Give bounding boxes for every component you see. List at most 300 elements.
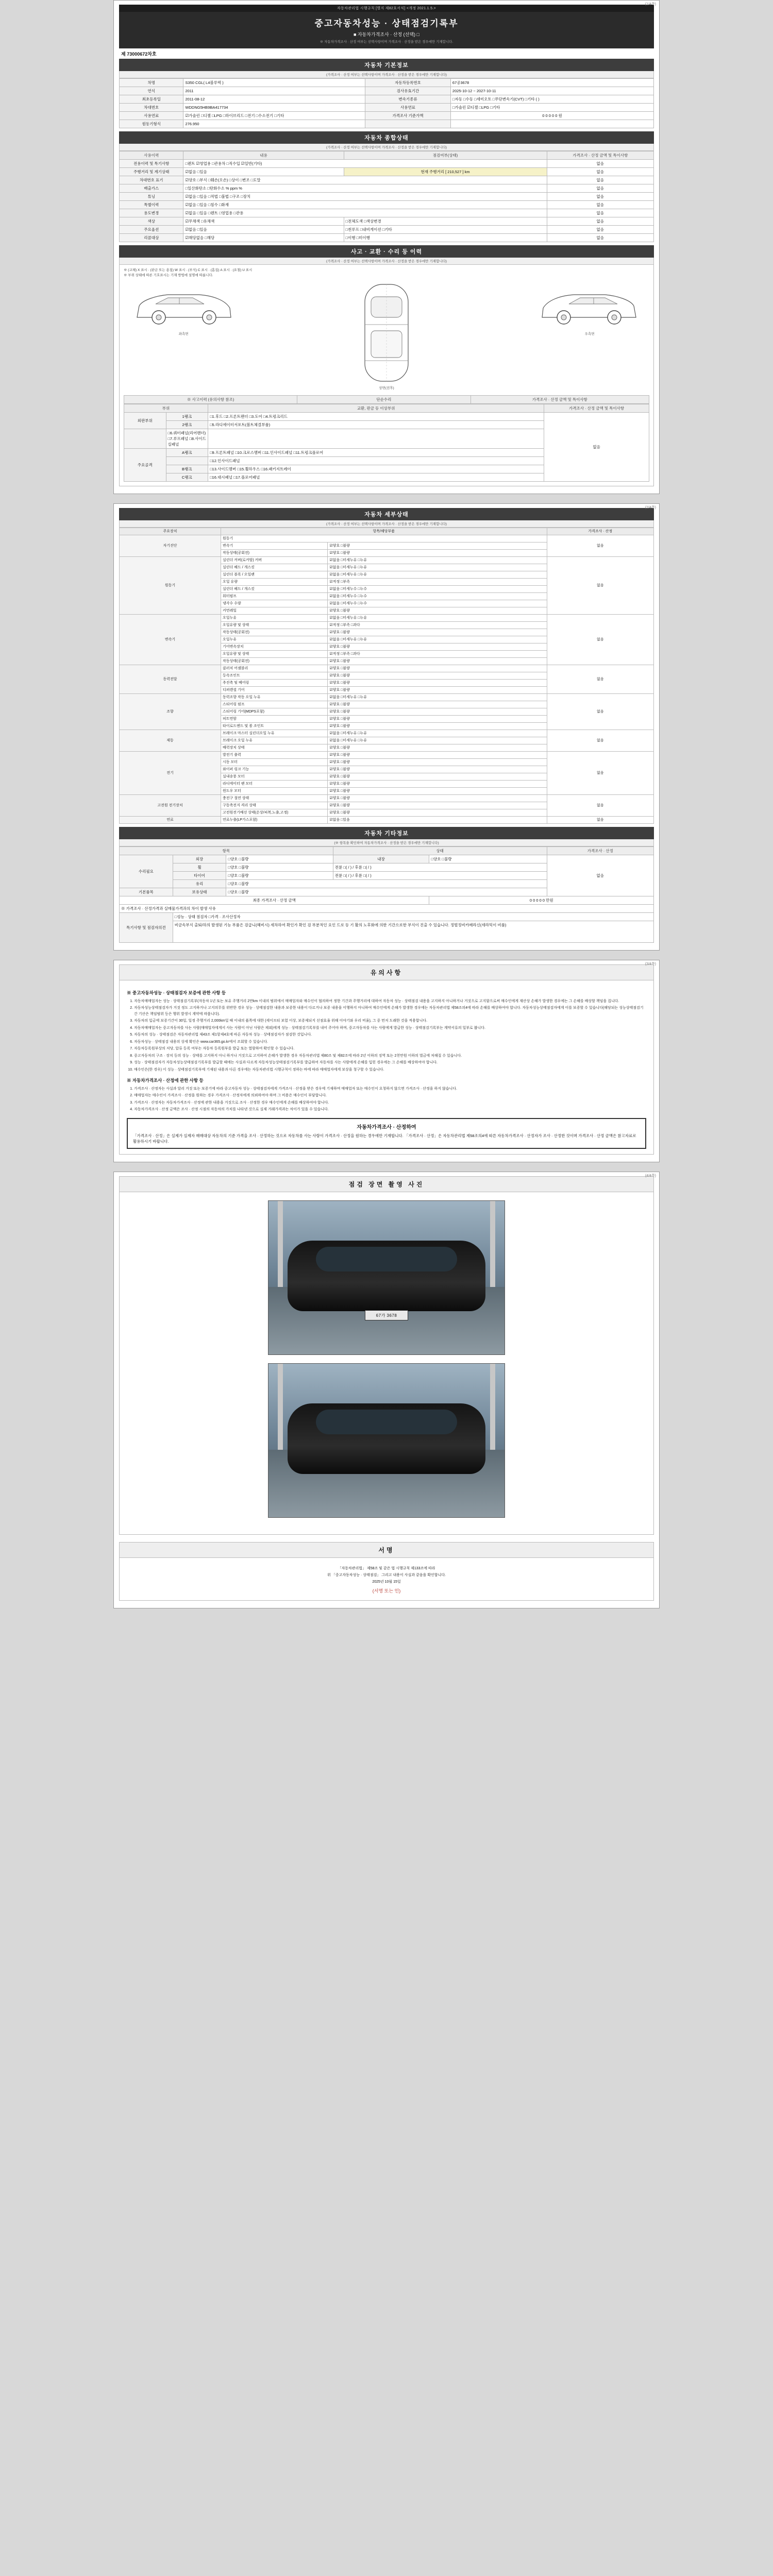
table-row <box>120 120 654 128</box>
table-row <box>120 904 654 912</box>
table-row <box>120 535 654 542</box>
guide-item: 1. 가격조사 · 산정자는 사실과 달리 거짓 또는 보증기에 따라 중고자동차 성능 · 상태점검자에게 가격조사 · 산정을 받은 경우에 기재하며 매매업자 또는 매수인이 요청하지 않으면 가격조사 · 산정을 하지 않습니다. <box>134 1086 646 1092</box>
inspection-photo-front <box>268 1200 505 1355</box>
document-number: 제 73000672차호 <box>121 52 157 57</box>
col-accident-price: 가격조사 · 산정 금액 및 특이사항 <box>470 395 649 403</box>
item-trans-4: 기어변속장치 <box>221 643 328 650</box>
item-brake-2: 배력장치 상태 <box>221 744 328 751</box>
item-steer-2: 스티어링 기어(MDPS포함) <box>221 708 328 715</box>
item-power-0: 클러치 어셈블리 <box>221 665 328 672</box>
state-engine-7: ☑양호 □불량 <box>328 607 547 614</box>
detail-status-table <box>119 528 654 824</box>
item-wheel: 휠 <box>173 863 226 871</box>
state-glass: □양호 □불량 <box>226 879 547 888</box>
state-trans-3: ☑없음 □미세누유 □누유 <box>328 636 547 643</box>
row-price-recall: 없음 <box>547 234 653 242</box>
row-label-usechange: 용도변경 <box>120 209 183 217</box>
signature-date: 2025년 10월 15일 <box>372 1580 401 1584</box>
value-reg-number: 67공3678 <box>450 79 653 87</box>
section-others-sub: (※ 항목을 확인하여 자동차가격조사 · 산정을 받은 경우에만 기재합니다) <box>119 839 654 846</box>
price-steering: 없음 <box>547 693 653 730</box>
state-trans-6: ☑양호 □불량 <box>328 657 547 665</box>
state-elec-1: ☑양호 □불량 <box>328 758 547 766</box>
group-powertrain: 동력전달 <box>120 665 221 693</box>
overall-status-table <box>119 151 654 242</box>
item-interior: 내장 <box>333 855 429 863</box>
item-trans-2: 작동상태(공회전) <box>221 629 328 636</box>
section-accident-title: 사고 · 교환 · 수리 등 이력 <box>119 245 654 258</box>
item-trans-3: 오일누유 <box>221 636 328 643</box>
value-year: 2011 <box>183 87 365 95</box>
other-info-table <box>119 846 654 943</box>
row-price-options: 없음 <box>547 226 653 234</box>
item-trans-1: 오일유량 및 상태 <box>221 621 328 629</box>
row-label-vin-mark: 차대번호 표기 <box>120 176 183 184</box>
signature-stamp: (서명 또는 인) <box>372 1588 401 1594</box>
label-base-price: 가격조사 기준가액 <box>365 112 451 120</box>
state-trans-0: ☑없음 □미세누유 □누유 <box>328 614 547 621</box>
page-number-3: (3/4쪽) <box>645 962 656 966</box>
table-row <box>120 665 654 672</box>
price-powertrain: 없음 <box>547 665 653 693</box>
part-items-3: □6.쿼터패널(리어팬더) □7.루프패널 □8.사이드실패널 <box>166 429 208 448</box>
price-fuel: 없음 <box>547 816 653 823</box>
state-trans-4: ☑양호 □불량 <box>328 643 547 650</box>
item-engine-0: 실린더 커버(로커암) 커버 <box>221 556 328 564</box>
part-group-exterior: 외판부위 <box>124 412 166 429</box>
col-check: 점검여부(상태) <box>344 151 547 160</box>
guide-head-1: ※ 중고자동차성능 · 상태점검자 보증에 관한 사항 등 <box>127 990 226 995</box>
state-power-2: ☑양호 □불량 <box>328 679 547 686</box>
inspection-photo-rear <box>268 1363 505 1518</box>
table-row <box>120 921 654 942</box>
value-engine-type: 276.950 <box>183 120 365 128</box>
group-basic-items: 기본품목 <box>120 888 173 896</box>
state-steer-3: ☑양호 □불량 <box>328 715 547 722</box>
signature-line-2: 위 「중고자동차성능 · 상태점검」 그리고 내용이 사실과 같음을 확인합니다. <box>327 1573 446 1577</box>
car-windshield <box>316 1247 458 1272</box>
guide-head-2: ※ 자동차가격조사 · 산정에 관한 사항 등 <box>127 1077 204 1083</box>
state-steer-4: ☑양호 □불량 <box>328 722 547 730</box>
row-value-color2: □전체도색 □색상변경 <box>344 217 547 226</box>
row-value-usechange: ☑없음 □있음 □렌트 □영업용 □관용 <box>183 209 547 217</box>
page-number-2: (2/4쪽) <box>645 505 656 510</box>
value-vin: WDDNG5HB9BA417734 <box>183 104 365 112</box>
col-simple-repair: 단순수리 <box>297 395 470 403</box>
part-items-4: □9.프론트패널 □10.크로스멤버 □11.인사이드패널 □11.트렁크플로어 <box>208 448 544 456</box>
guide-item: 2. 매매업자는 매수인이 가격조사 · 산정을 원하는 경우 가격조사 · 산정자에게 의뢰하여야 하며 그 비용은 매수인이 부담합니다. <box>134 1093 646 1099</box>
part-items-6: □13.사이드멤버 □15.휠하우스 □16.패키지트레이 <box>208 465 544 473</box>
table-header-row <box>120 846 654 855</box>
row-label-color: 색상 <box>120 217 183 226</box>
col-content: 내용 <box>183 151 344 160</box>
row-value-vin-mark: ☑양호 □부식 □훼손(오손) □상이 □변조 □도말 <box>183 176 547 184</box>
col-part-items: 교환, 판금 등 이상부위 <box>208 404 544 412</box>
guide-item: 4. 자동차가격조사 · 산정 금액은 조사 · 산정 시점의 자동차의 가치를 나타낸 것으로 실제 거래가격과는 차이가 있을 수 있습니다. <box>134 1107 646 1113</box>
detail-rows <box>120 535 654 823</box>
table-row <box>120 112 654 120</box>
guide-item: 7. 자동차등록원부상의 저당, 압류 등록 여부는 자동차 등록원부를 발급 또는 열람하여 확인할 수 있습니다. <box>134 1046 646 1052</box>
car-right-side-icon <box>538 281 641 330</box>
row-value-recall2: □이행 □미이행 <box>344 234 547 242</box>
part-rank-a: A랭크 <box>166 448 208 456</box>
item-power-3: 디퍼렌셜 기어 <box>221 686 328 693</box>
table-header-row <box>124 395 649 403</box>
state-steer-1: ☑양호 □불량 <box>328 701 547 708</box>
final-price-value: 0 0 0 0 0 만원 <box>429 896 654 904</box>
item-trans-diag: 변속기 <box>221 542 328 549</box>
item-trans-0: 오일누유 <box>221 614 328 621</box>
guide-list-1 <box>127 998 646 1073</box>
guide-item: 4. 자동차매매업자는 중고자동차를 사는 사람(매매업자에게서 사는 사람이 아닌 사람은 제외)에게 성능 · 상태점검기록부를 내어 주어야 하며, 중고자동차를 사는 사람에게 발급한 성능 · 상태점검기록부는 계약서류의 일부로 봅니다. <box>134 1025 646 1031</box>
col-other-item: 항목 <box>120 846 333 855</box>
state-idle-diag: ☑양호 □불량 <box>328 549 547 556</box>
value-blank-1 <box>450 120 653 128</box>
row-value-mileage: ☑없음 □있음 <box>183 168 344 176</box>
price-transmission: 없음 <box>547 614 653 665</box>
table-row <box>120 87 654 95</box>
part-items-5: □12.인사이드패널 <box>208 456 544 465</box>
table-row <box>120 201 654 209</box>
page-3 <box>113 960 660 1162</box>
state-elec-2: ☑양호 □불량 <box>328 766 547 773</box>
part-rank-1: 1랭크 <box>166 412 208 420</box>
section-others-title: 자동차 기타정보 <box>119 827 654 839</box>
group-repair-needed: 수리필요 <box>120 855 173 888</box>
state-trans-diag: ☑양호 □불량 <box>328 542 547 549</box>
item-glass: 유리 <box>173 879 226 888</box>
price-others: 없음 <box>547 855 653 896</box>
item-steer-4: 타이로드엔드 및 볼 조인트 <box>221 722 328 730</box>
row-value-usage: □렌트 ☑영업용 □관용차 □직수입 ☑일반(기타) <box>183 160 547 168</box>
table-row <box>120 794 654 802</box>
guide-item: 10. 매수인은(한 경우) 이 성능 · 상태점검기록부에 기재된 내용과 다른 경우에는 자동차관리법 시행규칙이 정하는 바에 따라 매매업자에게 보상을 청구할 수 있습니다. <box>134 1067 646 1073</box>
photo-gallery <box>119 1192 654 1535</box>
item-engine-6: 냉각수 수량 <box>221 600 328 607</box>
row-mileage-value: 현재 주행거리 [ 210,527 ] km <box>344 168 547 176</box>
guide-item: 2. 자동차성능상태점검자가 거짓 정도 고지하거나 고지의무를 위반한 경우 성능 · 상태점검한 내용과 보증한 내용이 다르거나 보증 내용을 이행하지 아니하여 매수인에게 손해가 발생한 경우에는 자동차관리법 제58조의4에 따라 손해를 배상하여야 합니다. 자동차성능상태점검자에게 이를 보증할 수 있습니다(해당되는 성능상태점검기간 기산은 책임범위 등은 행위 발생시 계약에 따릅니다). <box>134 1005 646 1017</box>
table-row <box>120 184 654 193</box>
state-engine-2: ☑없음 □미세누유 □누유 <box>328 571 547 578</box>
car-right-caption: 우측면 <box>584 332 595 336</box>
photo-section-title: 점검 장면 촬영 사진 <box>119 1176 654 1192</box>
signature-body <box>119 1558 654 1601</box>
label-car-name: 차명 <box>120 79 183 87</box>
table-row <box>120 217 654 226</box>
row-value-recall: ☑해당없음 □해당 <box>183 234 344 242</box>
label-fuel-top: 사용연료 <box>120 112 183 120</box>
label-inspection-valid: 검사유효기간 <box>365 87 451 95</box>
group-engine: 원동기 <box>120 556 221 614</box>
state-power-0: ☑양호 □불량 <box>328 665 547 672</box>
group-brake: 제동 <box>120 730 221 751</box>
col-item-part: 항목/해당부품 <box>221 528 547 535</box>
remark-options: □성능 · 상태 점검자 □가격 · 조사산정자 <box>173 912 653 921</box>
car-diagram-right <box>538 281 641 336</box>
label-transmission: 변속기종류 <box>365 95 451 104</box>
guide-item: 6. 자동차성능 · 상태점검 내용의 상세 확인은 www.car365.go.kr에서 조회할 수 있습니다. <box>134 1039 646 1045</box>
page-1 <box>113 0 660 494</box>
price-brake: 없음 <box>547 730 653 751</box>
table-row <box>120 693 654 701</box>
item-steer-3: 피트먼암 <box>221 715 328 722</box>
row-price-tuning: 없음 <box>547 193 653 201</box>
item-trans-5: 오일유량 및 상태 <box>221 650 328 657</box>
guide-title: 유의사항 <box>119 964 654 980</box>
group-transmission: 변속기 <box>120 614 221 665</box>
item-hv-1: 구동축전지 격리 상태 <box>221 802 328 809</box>
row-label-emission: 배출가스 <box>120 184 183 193</box>
page-title: 중고자동차성능 · 상태점검기록부 <box>314 19 459 28</box>
section-basic-info-sub: (가격조사 · 산정 여부는 선택사항이며 가격조사 · 산정을 받은 경우에만 기재합니다) <box>119 71 654 78</box>
part-rank-a2 <box>166 456 208 465</box>
col-detail-price: 가격조사 · 산정 <box>547 528 653 535</box>
state-trans-1: ☑적정 □부족 □과다 <box>328 621 547 629</box>
guide-item: 8. 중고자동차의 구조 · 장치 등의 성능 · 상태를 고지하지 아니 하거나 거짓으로 고지하여 손해가 발생한 경우 자동차관리법 제80조 및 제82조에 따라 2년 이하의 징역 또는 2천만원 이하의 벌금에 처해질 수 있습니다. <box>134 1053 646 1059</box>
item-elec-3: 실내송풍 모터 <box>221 773 328 780</box>
table-header-row <box>124 404 649 412</box>
label-blank-1 <box>365 120 451 128</box>
accident-summary-table <box>124 395 649 404</box>
table-row <box>120 556 654 564</box>
table-row <box>120 614 654 621</box>
state-wheel: □양호 □불량 <box>226 863 333 871</box>
car-diagrams <box>124 278 649 393</box>
item-elec-1: 시동 모터 <box>221 758 328 766</box>
guide-box-text: 「가격조사 · 산정」은 실제가 실제자 매매대상 자동차의 기준 가격을 조사 · 산정하는 것으로 자동차를 사는 사람이 가격조사 · 산정을 원하는 경우에만 기재합니다. 「가격조사 · 산정」은 자동차관리법 제58조의4에 따른 자동차가격조사 · 산정자가 조사 · 산정한 것이며 가격조사 · 산정 금액은 참고자료로 활용하시기 바랍니다. <box>133 1133 636 1144</box>
item-engine-5: 워터펌프 <box>221 592 328 600</box>
price-electric: 없음 <box>547 751 653 794</box>
item-steer-0: 동력조향 작동 오일 누유 <box>221 693 328 701</box>
guide-list-2 <box>127 1086 646 1113</box>
label-reg-number: 자동차등록번호 <box>365 79 451 87</box>
item-engine-4: 실린더 헤드 / 개스킷 <box>221 585 328 592</box>
part-items-2: □5.라디에이터서포트(볼트체결부품) <box>208 420 544 429</box>
group-fuel: 연료 <box>120 816 221 823</box>
group-steering: 조향 <box>120 693 221 730</box>
state-wheel-detail: 전륜 □( / ) / 후륜 □( / ) <box>333 863 547 871</box>
item-engine-2: 실린더 블록 / 오일팬 <box>221 571 328 578</box>
section-accident-sub: (가격조사 · 산정 여부는 선택사항이며 가격조사 · 산정을 받은 경우에만 기재합니다) <box>119 258 654 265</box>
state-trans-5: ☑적정 □부족 □과다 <box>328 650 547 657</box>
diagram-legend-2: ※ 부위 상태에 따른 기호표시는 기재 방법에 설명에 따릅니다. <box>124 273 213 277</box>
row-label-options: 주요옵션 <box>120 226 183 234</box>
part-rank-blank <box>124 429 166 448</box>
item-hv-2: 고전원전기배선 상태(손상/피복,노출,고정) <box>221 809 328 816</box>
table-row <box>120 176 654 184</box>
value-fuel-top: ☑가솔린 □디젤 □LPG □하이브리드 □전기 □수소전기 □기타 <box>183 112 365 120</box>
state-tire-detail: 전륜 □( / ) / 후륜 □( / ) <box>333 871 547 879</box>
price-engine: 없음 <box>547 556 653 614</box>
table-row <box>120 79 654 87</box>
col-other-price: 가격조사 · 산정 <box>547 846 653 855</box>
item-power-2: 추진축 및 베어링 <box>221 679 328 686</box>
table-row <box>120 193 654 201</box>
row-price-special: 없음 <box>547 201 653 209</box>
item-engine-1: 실린더 헤드 / 개스킷 <box>221 564 328 571</box>
damaged-parts-table <box>124 404 649 482</box>
remark-text: 비금속부식 출퇴/하의 발생된 기능 부품은 검급니(헤비시) 세차하여 확인가 확인 검 부분적인 요인 드로 등 기 활의 노후화에 의한 기간으로한 부식이 진출 수 있습니다. 정벌정비카메라신(세라믹이 비품) <box>173 921 653 942</box>
item-engine-3: 오일 유량 <box>221 578 328 585</box>
col-other-state: 상태 <box>333 846 547 855</box>
row-value-color: ☑무채색 □유채색 <box>183 217 344 226</box>
state-hv-2: ☑양호 □불량 <box>328 809 547 816</box>
page-number-4: (4/4쪽) <box>645 1174 656 1178</box>
row-value-tuning: ☑없음 □있음 □적법 □불법 □구조 □장치 <box>183 193 547 201</box>
document-title-block <box>119 12 654 48</box>
col-price: 가격조사 · 산정 금액 및 특이사항 <box>547 151 653 160</box>
state-engine-3: ☑적정 □부족 <box>328 578 547 585</box>
item-power-1: 등속조인트 <box>221 672 328 679</box>
form-legal-header: 자동차관리법 시행규칙 [별지 제82호서식] <개정 2021.1.5.> <box>119 5 654 12</box>
item-hv-0: 충전구 절연 상태 <box>221 794 328 802</box>
item-possession: 보유상태 <box>173 888 226 896</box>
row-price-vin-mark: 없음 <box>547 176 653 184</box>
state-elec-5: ☑양호 □불량 <box>328 787 547 794</box>
row-label-recall: 리콜대상 <box>120 234 183 242</box>
accident-diagram-panel <box>119 265 654 486</box>
item-engine-7: 커먼레일 <box>221 607 328 614</box>
item-exterior: 외장 <box>173 855 226 863</box>
row-price-usage: 없음 <box>547 160 653 168</box>
state-trans-2: ☑양호 □불량 <box>328 629 547 636</box>
price-high-voltage: 없음 <box>547 794 653 816</box>
part-rank-c: C랭크 <box>166 473 208 481</box>
row-label-usage: 전용이력 및 특기사항 <box>120 160 183 168</box>
state-brake-0: ☑없음 □미세누유 □누유 <box>328 730 547 737</box>
row-label-mileage: 주행거리 및 계기상태 <box>120 168 183 176</box>
state-elec-3: ☑양호 □불량 <box>328 773 547 780</box>
state-engine-4: ☑없음 □미세누수 □누수 <box>328 585 547 592</box>
guide-item: 3. 가격조사 · 산정자는 자동차가격조사 · 산정에 관한 내용을 거짓으로 조사 · 산정한 경우 매수인에게 손해를 배상하여야 합니다. <box>134 1100 646 1106</box>
state-exterior: □양호 □불량 <box>226 855 333 863</box>
table-row <box>120 912 654 921</box>
group-self-diagnosis: 자기진단 <box>120 535 221 556</box>
item-brake-1: 브레이크 오일 누유 <box>221 737 328 744</box>
item-trans-6: 작동상태(공회전) <box>221 657 328 665</box>
guide-item: 3. 자동차의 입금에 보증기간이 30일, 일정 주행거리 2,000km일 때 이내의 품목에 대한 (세이프티 보험 이상, 보증제되지 선점효율 위해 이야기와 우리 비율), 그 중 먼저 도래한 것을 적용합니다. <box>134 1018 646 1024</box>
state-tire: □양호 □불량 <box>226 871 333 879</box>
section-detail-title: 자동차 세부상태 <box>119 508 654 520</box>
page-title-note: ※ 자동차가격조사 · 산정 여부는 선택사항이며 가격조사 · 산정을 받은 경우에만 기재합니다. <box>320 40 453 44</box>
state-fuel-0: ☑없음 □있음 <box>328 816 547 823</box>
final-price-caption: 최종 가격조사 · 산정 금액 <box>120 896 429 904</box>
car-top-caption: 상면(전후) <box>379 386 394 390</box>
row-value-emission: □일산화탄소 □탄화수소 % ppm % <box>183 184 547 193</box>
section-overall-title: 자동차 종합상태 <box>119 131 654 144</box>
guide-box-note <box>127 1118 646 1149</box>
col-main-device: 주요장치 <box>120 528 221 535</box>
state-engine-6: ☑없음 □미세누수 □누수 <box>328 600 547 607</box>
table-row <box>124 412 649 420</box>
state-steer-2: ☑양호 □불량 <box>328 708 547 715</box>
state-engine-5: ☑없음 □미세누수 □누수 <box>328 592 547 600</box>
row-value-special: ☑없음 □있음 □침수 □화재 <box>183 201 547 209</box>
part-group-frame: 주요골격 <box>124 448 166 481</box>
row-value-options: ☑없음 □있음 <box>183 226 344 234</box>
col-part-area: 부위 <box>124 404 208 412</box>
table-row <box>120 209 654 217</box>
state-brake-1: ☑없음 □미세누유 □누유 <box>328 737 547 744</box>
part-price-value: 없음 <box>544 412 649 481</box>
table-row <box>120 95 654 104</box>
label-vin: 차대번호 <box>120 104 183 112</box>
remark-label: 특기사항 및 점검자의견 <box>120 912 173 942</box>
table-row <box>120 751 654 758</box>
table-row <box>120 104 654 112</box>
row-price-emission: 없음 <box>547 184 653 193</box>
state-hv-1: ☑양호 □불량 <box>328 802 547 809</box>
license-plate: 67가 3678 <box>365 1310 408 1320</box>
car-left-caption: 좌측면 <box>178 332 189 336</box>
state-elec-4: ☑양호 □불량 <box>328 780 547 787</box>
table-row <box>120 160 654 168</box>
row-value-options2: □썬루프 □내비게이션 □기타 <box>344 226 547 234</box>
part-rank-2: 2랭크 <box>166 420 208 429</box>
state-elec-0: ☑양호 □불량 <box>328 751 547 758</box>
page-number-1: (1/4쪽) <box>645 3 656 6</box>
col-part-price: 가격조사 · 산정 금액 및 특이사항 <box>544 404 649 412</box>
item-idle-diag: 작동상태(공회전) <box>221 549 328 556</box>
state-possession: □양호 □불량 <box>226 888 547 896</box>
signature-section-title: 서명 <box>119 1542 654 1558</box>
value-base-price: 0 0 0 0 0 원 <box>450 112 653 120</box>
part-items-7: □16.대시패널 □17.플로어패널 <box>208 473 544 481</box>
table-header-row <box>120 151 654 160</box>
label-first-registration: 최초등록일 <box>120 95 183 104</box>
row-price-usechange: 없음 <box>547 209 653 217</box>
part-rank-b: B랭크 <box>166 465 208 473</box>
guide-box-title: 자동차가격조사 · 산정하여 <box>357 1124 416 1130</box>
state-brake-2: ☑양호 □불량 <box>328 744 547 751</box>
item-tire: 타이어 <box>173 871 226 879</box>
guide-item: 5. 자동차의 성능 · 상태점검은 자동차관리법 제43조 제1항제4호에 따른 자동차 성능 · 상태점검자가 점검한 것입니다. <box>134 1032 646 1038</box>
table-row <box>120 730 654 737</box>
section-basic-info-title: 자동차 기본정보 <box>119 59 654 71</box>
table-row <box>120 816 654 823</box>
state-power-1: ☑양호 □불량 <box>328 672 547 679</box>
item-fuel-0: 연료누출(LP가스포함) <box>221 816 328 823</box>
table-row <box>120 896 654 904</box>
label-year: 연식 <box>120 87 183 95</box>
price-self-diagnosis: 없음 <box>547 535 653 556</box>
item-steer-1: 스티어링 펌프 <box>221 701 328 708</box>
item-elec-2: 와이퍼 링크 기능 <box>221 766 328 773</box>
table-row <box>120 226 654 234</box>
group-high-voltage: 고전원 전기장치 <box>120 794 221 816</box>
table-row <box>120 234 654 242</box>
label-engine-type: 원동기형식 <box>120 120 183 128</box>
state-steer-0: ☑없음 □미세누유 □누유 <box>328 693 547 701</box>
guide-item: 9. 성능 · 상태점검자가 자동차성능상태점검기록부를 발급할 때에는 사실과 다르게 자동차성능상태점검기록부를 발급하여 자동차를 사는 사람에게 손해를 입힌 경우에는 그 손해를 배상하여야 합니다. <box>134 1060 646 1066</box>
value-fuel: □가솔린 ☑디젤 □LPG □기타 <box>450 104 653 112</box>
value-transmission: □자동 □수동 □세미오토 □무단변속기(CVT) □기타 ( ) <box>450 95 653 104</box>
table-row <box>120 168 654 176</box>
car-diagram-top <box>356 281 417 390</box>
value-first-registration: 2011-08-12 <box>183 95 365 104</box>
part-items-1: □1.후드 □2.프론트팬더 □3.도어 □4.트렁크리드 <box>208 412 544 420</box>
car-diagram-left <box>132 281 235 336</box>
page-4 <box>113 1172 660 1608</box>
section-overall-sub: (가격조사 · 산정 여부는 선택사항이며 가격조사 · 산정을 받은 경우에만 기재합니다) <box>119 144 654 151</box>
basic-info-table <box>119 78 654 128</box>
value-car-name: S350 CGL( L4블루텍 ) <box>183 79 365 87</box>
page-subtitle: ■ 자동차가격조사 · 산정 (선택) □ <box>353 32 419 37</box>
state-interior: □양호 □불량 <box>429 855 547 863</box>
page-2 <box>113 503 660 951</box>
row-label-special: 특별이력 <box>120 201 183 209</box>
state-hv-0: ☑양호 □불량 <box>328 794 547 802</box>
